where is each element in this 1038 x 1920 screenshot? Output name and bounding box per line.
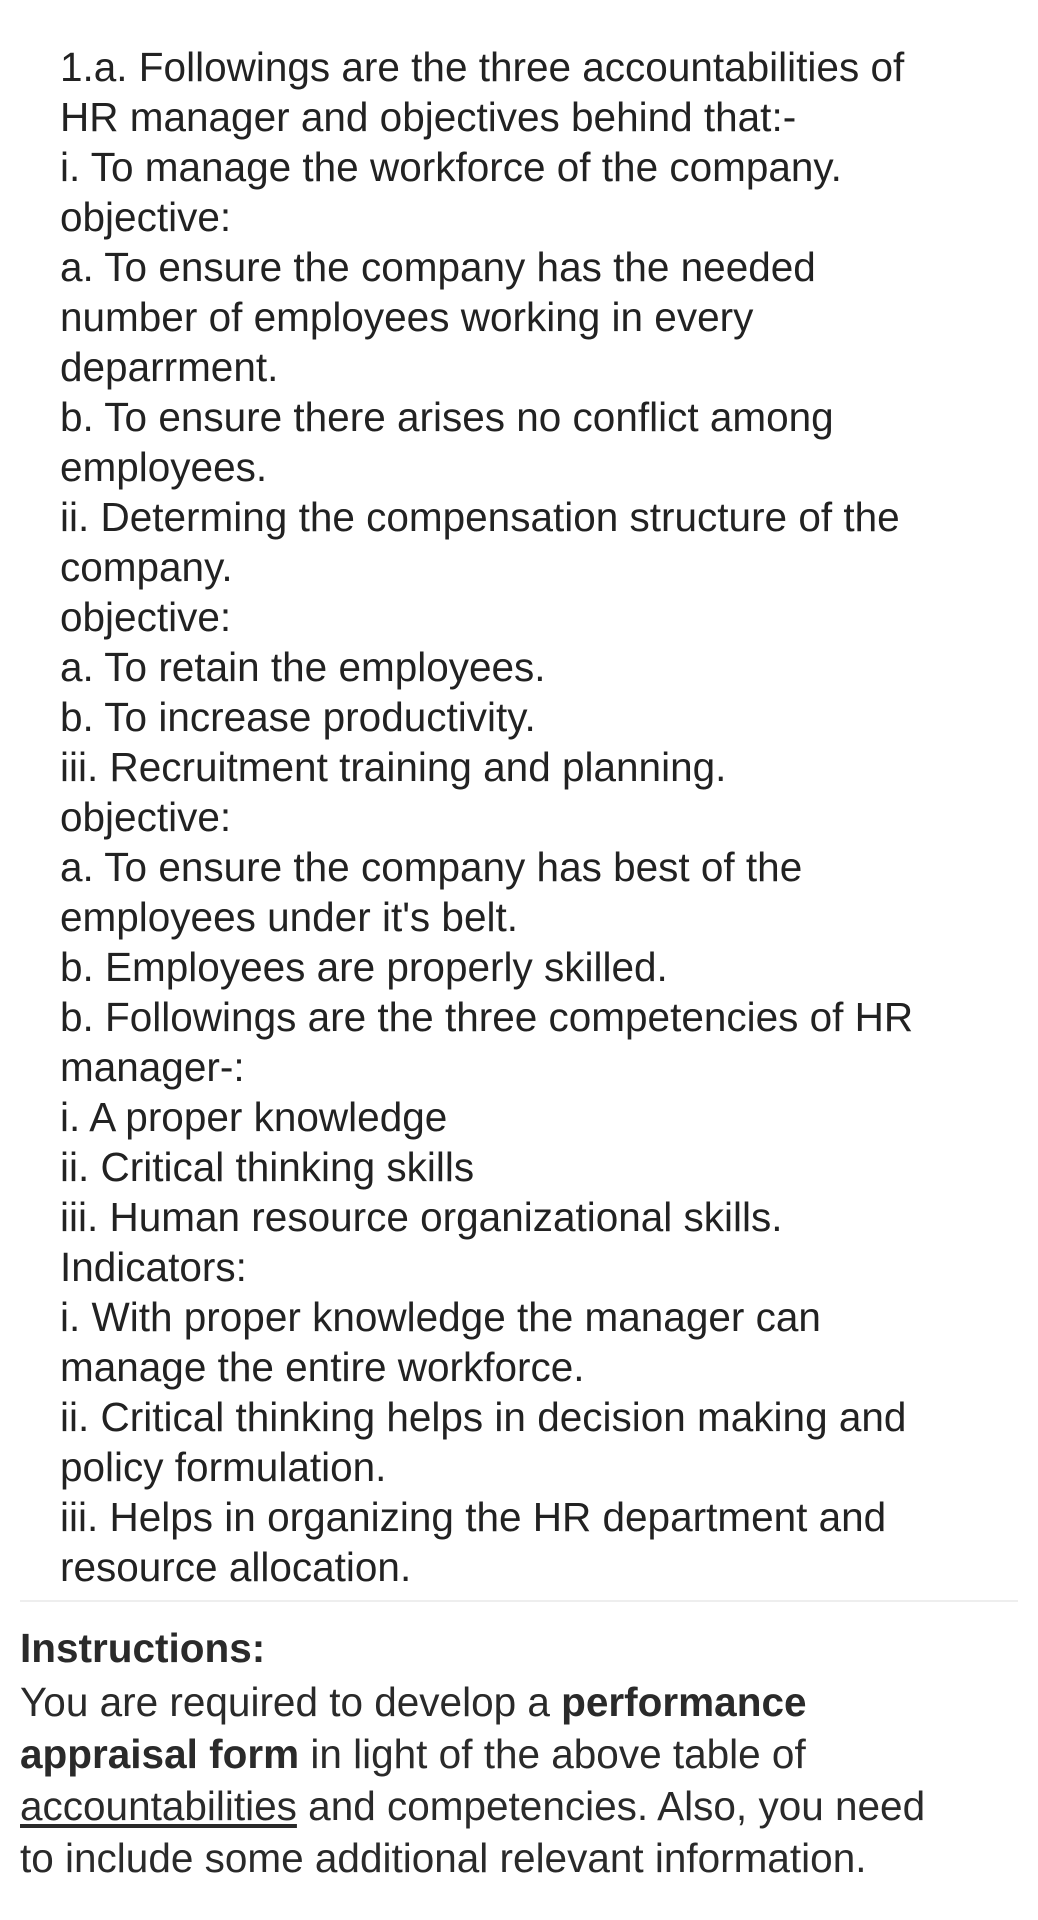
answer-line: i. A proper knowledge (60, 1094, 448, 1140)
answer-line: b. Employees are properly skilled. (60, 944, 668, 990)
answer-line: objective: (60, 194, 232, 240)
answer-line: a. To ensure the company has best of the (60, 844, 803, 890)
answer-line: b. To ensure there arises no conflict among (60, 394, 834, 440)
answer-line: iii. Helps in organizing the HR department and (60, 1494, 887, 1540)
instructions-underlined-text: accountabilities (20, 1783, 297, 1829)
instructions-line (20, 1676, 1030, 1728)
answer-line: ii. Critical thinking skills (60, 1144, 475, 1190)
instructions-line: to include some additional relevant information. (20, 1835, 867, 1881)
instructions-text: and competencies. Also, you need (296, 1783, 926, 1829)
instructions-block (20, 1622, 1030, 1884)
answer-line: number of employees working in every (60, 294, 754, 340)
answer-line: iii. Recruitment training and planning. (60, 744, 727, 790)
instructions-bold-text: appraisal form (20, 1731, 300, 1777)
answer-line: resource allocation. (60, 1544, 412, 1590)
answer-line: b. Followings are the three competencies of HR (60, 994, 914, 1040)
answer-line: ii. Critical thinking helps in decision making and (60, 1394, 907, 1440)
instructions-line (20, 1780, 1030, 1832)
instructions-text: You are required to develop a (20, 1679, 562, 1725)
answer-line: iii. Human resource organizational skills. (60, 1194, 783, 1240)
answer-line: deparrment. (60, 344, 279, 390)
answer-line: objective: (60, 594, 232, 640)
answer-line: manager-: (60, 1044, 245, 1090)
answer-line: policy formulation. (60, 1444, 387, 1490)
instructions-heading: Instructions: (20, 1625, 266, 1671)
instructions-text: in light of the above table of (299, 1731, 806, 1777)
answer-line: a. To retain the employees. (60, 644, 546, 690)
answer-line: company. (60, 544, 233, 590)
answer-line: employees under it's belt. (60, 894, 518, 940)
answer-line: b. To increase productivity. (60, 694, 536, 740)
answer-line: manage the entire workforce. (60, 1344, 585, 1390)
answer-line: Indicators: (60, 1244, 247, 1290)
answer-line: a. To ensure the company has the needed (60, 244, 816, 290)
answer-line: ii. Determing the compensation structure of the (60, 494, 900, 540)
answer-line: 1.a. Followings are the three accountabilities of (60, 44, 905, 90)
instructions-bold-text: performance (561, 1679, 807, 1725)
answer-line: i. With proper knowledge the manager can (60, 1294, 821, 1340)
answer-line: HR manager and objectives behind that:- (60, 94, 797, 140)
answer-line: i. To manage the workforce of the company. (60, 144, 842, 190)
answer-line: objective: (60, 794, 232, 840)
answer-text-block (60, 42, 1020, 1592)
section-divider (20, 1600, 1018, 1602)
answer-line: employees. (60, 444, 268, 490)
instructions-line (20, 1728, 1030, 1780)
